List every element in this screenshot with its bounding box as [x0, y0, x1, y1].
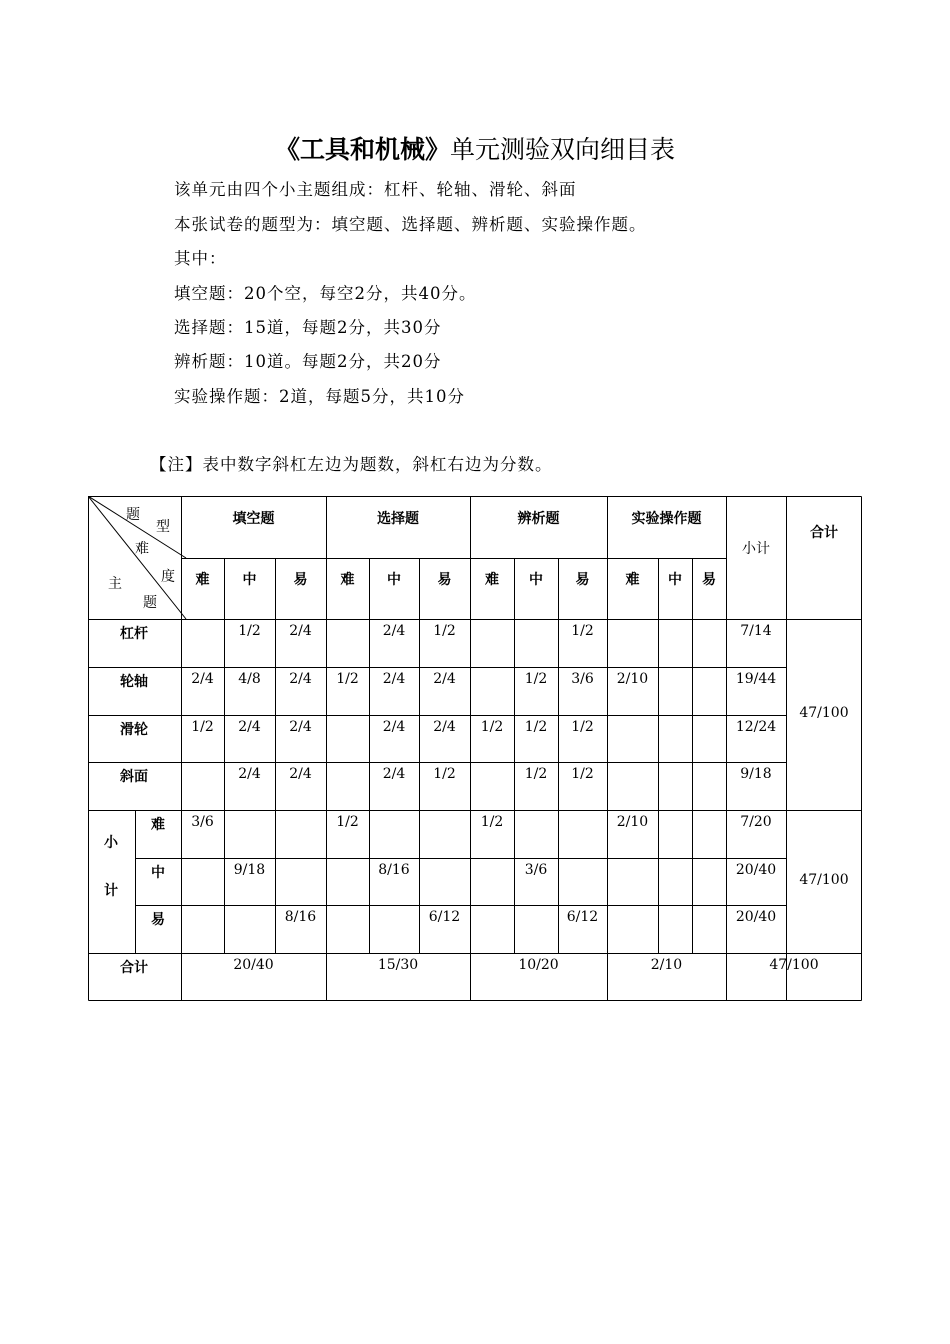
final-value: 2/10 [650, 957, 683, 973]
type-header: 实验操作题 [631, 511, 702, 527]
sub-level: 易 [151, 912, 165, 928]
corner-label: 主 [108, 576, 122, 592]
topic-name: 杠杆 [120, 626, 148, 642]
intro-line: 其中： [174, 249, 227, 268]
table-cell: 3/6 [571, 671, 594, 687]
level-header: 易 [702, 572, 716, 588]
table-cell: 2/4 [289, 671, 312, 687]
final-value: 15/30 [377, 957, 419, 973]
intro-line: 填空题：20个空，每空2分，共40分。 [174, 284, 477, 303]
subtotal-group-label: 小 [104, 835, 118, 851]
topic-name: 斜面 [120, 769, 148, 785]
table-cell: 2/4 [289, 623, 312, 639]
corner-label: 题 [143, 595, 157, 611]
sub-level: 中 [151, 865, 165, 881]
table-cell: 1/2 [571, 719, 594, 735]
table-cell: 1/2 [336, 671, 359, 687]
table-cell: 3/6 [524, 862, 548, 878]
type-header: 填空题 [232, 511, 275, 527]
level-header: 易 [437, 572, 452, 588]
topic-name: 滑轮 [120, 722, 148, 738]
table-cell: 6/12 [428, 909, 461, 925]
page-title: 《工具和机械》单元测验双向细目表 [274, 135, 676, 164]
table-cell: 2/4 [382, 719, 406, 735]
row-subtotal: 20/40 [735, 862, 777, 878]
subtotal-header: 小计 [742, 541, 770, 557]
table-cell: 2/4 [289, 719, 312, 735]
intro-line: 辨析题：10道。每题2分，共20分 [174, 352, 442, 371]
specification-table [88, 496, 862, 1001]
level-header: 难 [340, 572, 355, 588]
level-header: 中 [242, 572, 257, 588]
table-cell: 3/6 [191, 814, 214, 830]
corner-label: 型 [156, 519, 170, 535]
table-cell: 1/2 [191, 719, 214, 735]
table-cell: 2/10 [616, 814, 649, 830]
table-cell: 2/4 [238, 719, 261, 735]
level-header: 中 [668, 572, 682, 588]
table-cell: 6/12 [566, 909, 599, 925]
final-value: 20/40 [233, 957, 274, 973]
table-note: 【注】表中数字斜杠左边为题数，斜杠右边为分数。 [150, 455, 553, 474]
table-cell: 2/4 [289, 766, 312, 782]
table-cell: 2/4 [191, 671, 214, 687]
total-header: 合计 [810, 525, 838, 541]
table-cell: 1/2 [480, 814, 504, 830]
table-cell: 8/16 [284, 909, 317, 925]
table-cell: 1/2 [524, 766, 548, 782]
level-header: 中 [529, 572, 543, 588]
row-subtotal: 19/44 [735, 671, 777, 687]
table-cell: 1/2 [336, 814, 359, 830]
level-header: 易 [575, 572, 590, 588]
intro-line: 该单元由四个小主题组成：杠杆、轮轴、滑轮、斜面 [174, 180, 577, 199]
type-header: 选择题 [377, 511, 419, 527]
intro-line: 选择题：15道，每题2分，共30分 [174, 318, 442, 337]
corner-label: 度 [161, 569, 175, 585]
table-cell: 2/4 [382, 671, 406, 687]
table-cell: 2/4 [238, 766, 261, 782]
table-cell: 1/2 [480, 719, 504, 735]
table-cell: 4/8 [238, 671, 261, 687]
corner-label: 难 [135, 541, 149, 557]
table-cell: 1/2 [524, 719, 548, 735]
table-cell: 1/2 [571, 766, 594, 782]
row-subtotal: 7/20 [740, 814, 772, 830]
level-header: 难 [195, 572, 210, 588]
topics-total: 47/100 [799, 704, 849, 721]
intro-line: 本张试卷的题型为：填空题、选择题、辨析题、实验操作题。 [174, 215, 647, 234]
type-header: 辨析题 [517, 511, 560, 527]
table-cell: 2/4 [433, 719, 456, 735]
row-subtotal: 20/40 [735, 909, 777, 925]
level-header: 易 [293, 572, 308, 588]
table-cell: 2/4 [382, 766, 406, 782]
level-header: 难 [485, 572, 499, 588]
table-cell: 2/4 [433, 671, 456, 687]
row-subtotal: 12/24 [735, 719, 777, 735]
table-cell: 2/4 [382, 623, 406, 639]
table-cell: 1/2 [524, 671, 548, 687]
table-cell: 1/2 [571, 623, 594, 639]
row-subtotal: 9/18 [740, 766, 772, 782]
table-cell: 1/2 [238, 623, 261, 639]
level-header: 难 [625, 572, 640, 588]
intro-line: 实验操作题：2道，每题5分，共10分 [174, 387, 465, 406]
sub-total: 47/100 [799, 871, 849, 888]
table-cell: 2/10 [616, 671, 649, 687]
final-label: 合计 [120, 960, 148, 976]
subtotal-group-label: 计 [104, 883, 118, 899]
topic-name: 轮轴 [120, 674, 148, 690]
final-value: 10/20 [518, 957, 559, 973]
table-cell: 1/2 [433, 623, 456, 639]
level-header: 中 [387, 572, 401, 588]
row-subtotal: 7/14 [740, 623, 772, 639]
sub-level: 难 [151, 817, 165, 833]
corner-label: 题 [126, 507, 140, 523]
grand-total: 47/100 [769, 957, 819, 973]
table-cell: 9/18 [233, 862, 266, 878]
table-cell: 1/2 [433, 766, 456, 782]
table-cell: 8/16 [378, 862, 410, 878]
